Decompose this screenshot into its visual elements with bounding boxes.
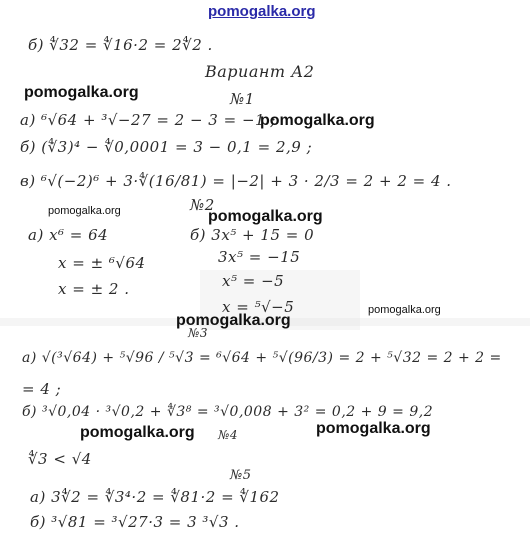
watermark: pomogalka.org <box>80 424 195 441</box>
line-6b: 3x⁵ = −15 <box>218 248 301 266</box>
watermark: pomogalka.org <box>260 112 375 129</box>
line-10: = 4 ; <box>22 380 62 398</box>
line-12: ∜3 < √4 <box>28 450 92 468</box>
line-8: x = ⁵√−5 <box>222 298 295 316</box>
watermark: pomogalka.org <box>176 312 291 329</box>
task-number-5: №5 <box>230 468 252 483</box>
line-5b: б) 3x⁵ + 15 = 0 <box>190 226 315 244</box>
task-number-4: №4 <box>218 428 238 442</box>
line-5a: а) x⁶ = 64 <box>28 226 109 244</box>
line-14: б) ³√81 = ³√27·3 = 3 ³√3 . <box>30 513 240 531</box>
line-9: а) √(³√64) + ⁵√96 / ⁵√3 = ⁶√64 + ⁵√(96/3) = 2 + ⁵√32 = 2 + 2 = <box>22 350 502 366</box>
watermark: pomogalka.org <box>208 208 323 225</box>
line-7a: x = ± 2 . <box>58 280 130 298</box>
watermark: pomogalka.org <box>48 205 121 217</box>
line-1: б) ∜32 = ∜16·2 = 2∜2 . <box>28 36 213 54</box>
watermark: pomogalka.org <box>368 304 441 316</box>
watermark: pomogalka.org <box>24 84 139 101</box>
watermark-link[interactable]: pomogalka.org <box>208 3 316 20</box>
line-6a: x = ± ⁶√64 <box>58 254 146 272</box>
task-number-2: №2 <box>190 196 215 214</box>
line-11: б) ³√0,04 · ³√0,2 + ∜3⁸ = ³√0,008 + 3² = 0,2 + 9 = 9,2 <box>22 404 434 420</box>
line-13: а) 3∜2 = ∜3⁴·2 = ∜81·2 = ∜162 <box>30 488 280 506</box>
line-2: а) ⁶√64 + ³√−27 = 2 − 3 = −1 ; <box>20 111 276 129</box>
watermark: pomogalka.org <box>316 420 431 437</box>
line-4: в) ⁶√(−2)⁶ + 3·∜(16/81) = |−2| + 3 · 2/3 = 2 + 2 = 4 . <box>20 172 452 190</box>
variant-heading: Вариант А2 <box>205 62 315 81</box>
task-number-1: №1 <box>230 90 255 108</box>
task-number-3: №3 <box>188 326 208 340</box>
line-3: б) (∜3)⁴ − ∜0,0001 = 3 − 0,1 = 2,9 ; <box>20 138 313 156</box>
line-7b: x⁵ = −5 <box>222 272 285 290</box>
